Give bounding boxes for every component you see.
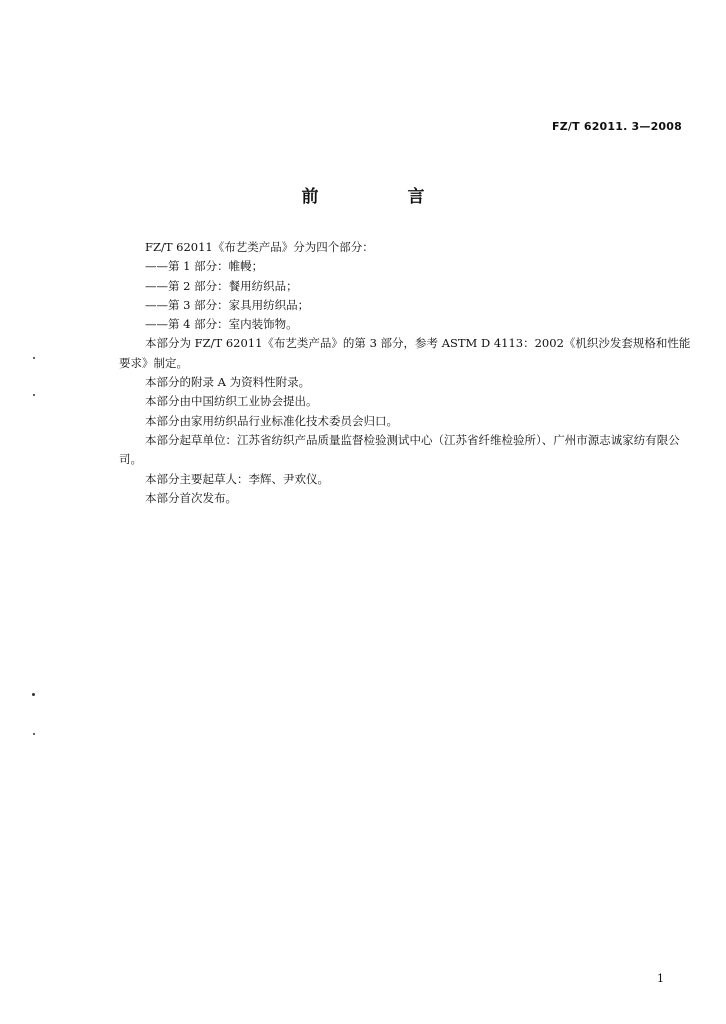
part-list-item: ——第 2 部分：餐用纺织品； (145, 278, 298, 293)
part-list-item: ——第 4 部分：室内装饰物。 (145, 317, 298, 332)
part-list-item: ——第 3 部分：家具用纺织品； (145, 297, 310, 312)
scan-speck (33, 394, 35, 396)
part-list-item: ——第 1 部分：帷幔； (145, 259, 264, 274)
appendix-paragraph: 本部分的附录 A 为资料性附录。 (145, 375, 311, 390)
drafting-units-paragraph: 本部分起草单位：江苏省纺织产品质量监督检验测试中心（江苏省纤维检验所）、广州市源志诚家纺有限公司。 (119, 432, 680, 467)
committee-paragraph: 本部分由家用纺织品行业标准化技术委员会归口。 (145, 413, 398, 428)
page-title: 前 言 (301, 187, 461, 207)
standard-code: FZ/T 62011. 3—2008 (552, 120, 682, 133)
proposer-paragraph: 本部分由中国纺织工业协会提出。 (145, 394, 318, 409)
page-number: 1 (657, 972, 664, 985)
first-issue-paragraph: 本部分首次发布。 (145, 490, 237, 505)
scan-speck (32, 693, 35, 696)
scan-speck (33, 733, 35, 735)
foreword-body (119, 238, 691, 508)
reference-paragraph: 本部分为 FZ/T 62011《布艺类产品》的第 3 部分，参考 ASTM D 4113：2002《机织沙发套规格和性能要求》制定。 (119, 336, 691, 370)
drafters-paragraph: 本部分主要起草人：李辉、尹欢仪。 (145, 471, 329, 486)
intro-paragraph: FZ/T 62011《布艺类产品》分为四个部分： (145, 240, 374, 254)
scan-speck (33, 357, 35, 359)
